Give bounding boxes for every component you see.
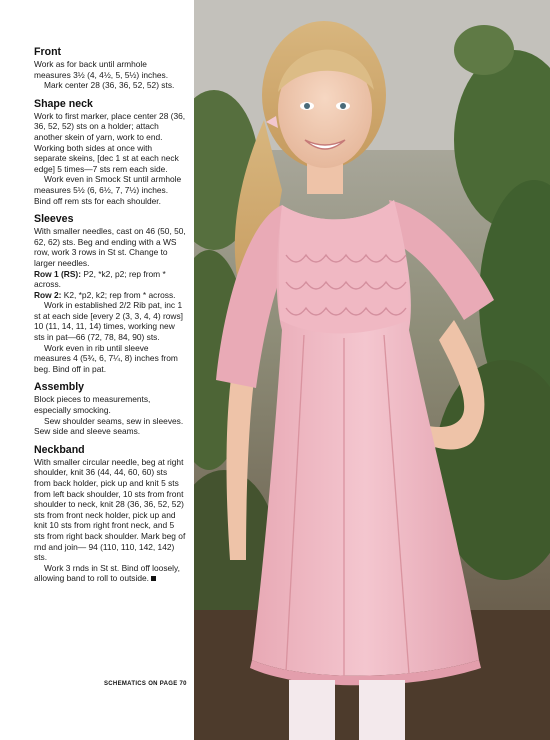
- shape-neck-paragraph-2: Work even in Smock St until armhole measures 5½ (6, 6½, 7, 7½) inches. Bind off rem sts for each shoulder.: [34, 174, 182, 206]
- section-title-sleeves: Sleeves: [34, 213, 74, 226]
- row-2-label: Row 2:: [34, 289, 62, 300]
- front-paragraph-1: Work as for back until armhole measures 3½ (4, 4½, 5, 5½) inches.: [34, 59, 169, 80]
- section-shape-neck: [34, 98, 186, 206]
- neckband-paragraph-2-text: Work 3 rnds in St st. Bind off loosely, allowing band to roll to outside.: [34, 562, 180, 584]
- neckband-paragraph-1: With smaller circular needle, beg at right shoulder, knit 36 (44, 44, 60, 60) sts from back holder, pick up and knit 5 sts from left back shoulder, 10 sts from front shoulder to neck, knit 28 (36, 36, 52, 52) sts from front neck holder, pick up and knit 10 sts from right front neck, and 5 sts from right back shoulder. Mark beg of rnd and join— 94 (110, 110, 142, 142) sts.: [34, 456, 186, 563]
- instructions-column: [0, 0, 194, 740]
- section-front: [34, 46, 186, 91]
- row-1-label: Row 1 (RS):: [34, 268, 81, 279]
- section-assembly: [34, 381, 186, 436]
- photo-illustration: [194, 0, 550, 740]
- shape-neck-paragraph-1: Work to first marker, place center 28 (36, 36, 52, 52) sts on a holder; attach another skein of yarn, work to end. Working both sides at once with separate skeins, [dec 1 st at each neck edge] 5 times—7 sts rem each side.: [34, 110, 186, 174]
- section-title-front: Front: [34, 46, 62, 58]
- row-1-text: P2, *k2, p2; rep from * across.: [34, 268, 166, 290]
- schematics-reference: SCHEMATICS ON PAGE 70: [104, 681, 187, 687]
- sleeves-paragraph-3: Work even in rib until sleeve measures 4 (5¾, 6, 7¼, 8) inches from beg. Bind off in pat.: [34, 342, 178, 374]
- neckband-paragraph-2: [34, 563, 186, 584]
- front-paragraph-2: Mark center 28 (36, 36, 52, 52) sts.: [44, 80, 175, 91]
- section-title-shape-neck: Shape neck: [34, 97, 93, 110]
- section-title-neckband: Neckband: [34, 443, 85, 456]
- section-neckband: [34, 444, 186, 584]
- sleeves-row-2: [34, 290, 186, 301]
- sleeves-paragraph-1: With smaller needles, cast on 46 (50, 50, 62, 62) sts. Beg and ending with a WS row, work 3 rows in St st. Change to larger needles.: [34, 226, 186, 268]
- end-square-icon: [151, 576, 156, 581]
- assembly-paragraph-1: Block pieces to measurements, especially smocking.: [34, 394, 151, 416]
- sleeves-row-1: [34, 269, 186, 290]
- row-2-text: K2, *p2, k2; rep from * across.: [61, 289, 176, 300]
- model-photo: [194, 0, 550, 740]
- assembly-paragraph-2: Sew shoulder seams, sew in sleeves. Sew side and sleeve seams.: [34, 415, 184, 437]
- section-title-assembly: Assembly: [34, 381, 85, 394]
- section-sleeves: [34, 213, 186, 374]
- sleeves-paragraph-2: Work in established 2/2 Rib pat, inc 1 st at each side [every 2 (3, 3, 4, 4) rows] 10 (11, 14, 11, 14) times, working new sts in pat—66 (72, 78, 84, 90) sts.: [34, 300, 183, 343]
